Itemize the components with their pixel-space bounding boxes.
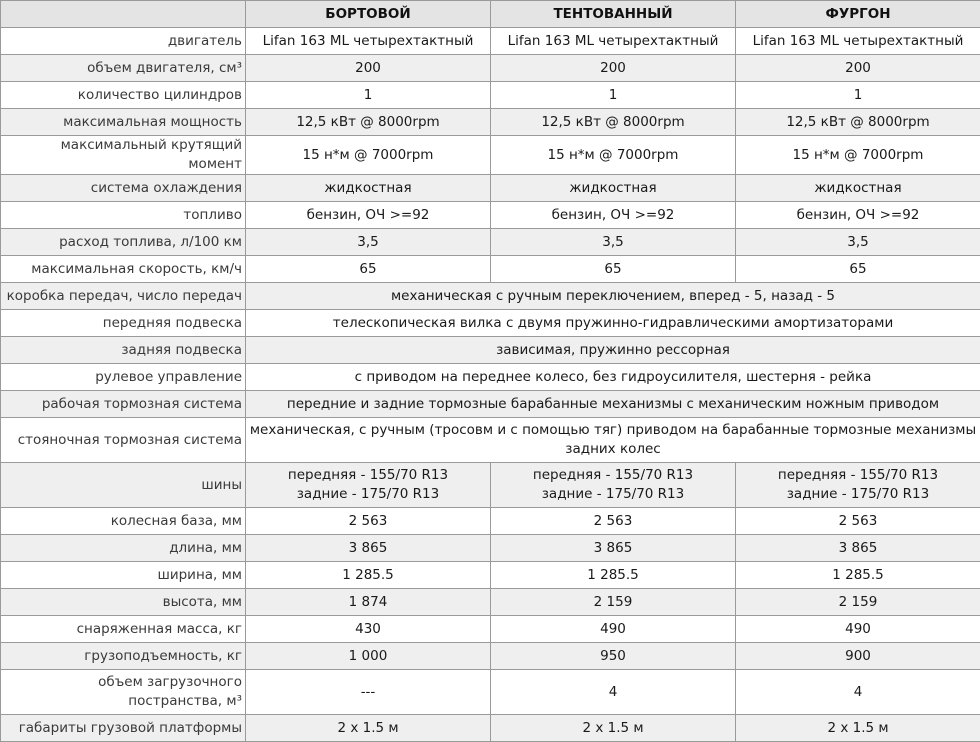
row-label: рулевое управление — [1, 364, 246, 391]
spec-row — [1, 229, 980, 256]
row-value: 4 — [491, 670, 736, 715]
row-value: 1 874 — [246, 589, 491, 616]
row-value: 2 х 1.5 м — [736, 715, 980, 742]
row-value: 2 х 1.5 м — [246, 715, 491, 742]
spec-row — [1, 391, 980, 418]
row-value-line: задние - 175/70 R13 — [493, 485, 733, 504]
row-label: задняя подвеска — [1, 337, 246, 364]
row-value: Lifan 163 ML четырехтактный — [246, 28, 491, 55]
row-value: 15 н*м @ 7000rpm — [491, 136, 736, 175]
row-value: 12,5 кВт @ 8000rpm — [736, 109, 980, 136]
spec-row — [1, 670, 980, 715]
row-value-line: передняя - 155/70 R13 — [493, 466, 733, 485]
row-label: грузоподъемность, кг — [1, 643, 246, 670]
row-value: 1 000 — [246, 643, 491, 670]
spec-row — [1, 82, 980, 109]
spec-body — [1, 28, 980, 742]
row-label: топливо — [1, 202, 246, 229]
row-value: 2 159 — [736, 589, 980, 616]
row-value-shared: передние и задние тормозные барабанные механизмы с механическим ножным приводом — [246, 391, 980, 418]
row-value: 490 — [491, 616, 736, 643]
spec-row — [1, 283, 980, 310]
row-label: стояночная тормозная система — [1, 418, 246, 463]
column-header-bortovoy: БОРТОВОЙ — [246, 1, 491, 28]
row-value: 490 — [736, 616, 980, 643]
row-value: 2 х 1.5 м — [491, 715, 736, 742]
spec-row — [1, 175, 980, 202]
row-value: 1 — [246, 82, 491, 109]
row-label: количество цилиндров — [1, 82, 246, 109]
row-label: максимальная скорость, км/ч — [1, 256, 246, 283]
row-label: максимальный крутящий момент — [1, 136, 246, 175]
spec-row — [1, 463, 980, 508]
row-label: объем загрузочного постранства, м³ — [1, 670, 246, 715]
spec-row — [1, 310, 980, 337]
row-value: 3 865 — [246, 535, 491, 562]
header-row — [1, 1, 980, 28]
spec-row — [1, 535, 980, 562]
spec-row — [1, 418, 980, 463]
row-value: 4 — [736, 670, 980, 715]
spec-row — [1, 337, 980, 364]
row-value: 65 — [246, 256, 491, 283]
row-value-shared: телескопическая вилка с двумя пружинно-гидравлическими амортизаторами — [246, 310, 980, 337]
spec-row — [1, 364, 980, 391]
spec-row — [1, 109, 980, 136]
row-label: шины — [1, 463, 246, 508]
column-header-furgon: ФУРГОН — [736, 1, 980, 28]
row-value: 15 н*м @ 7000rpm — [246, 136, 491, 175]
row-value: 1 — [491, 82, 736, 109]
row-value: 2 563 — [736, 508, 980, 535]
row-label: ширина, мм — [1, 562, 246, 589]
row-value: 2 159 — [491, 589, 736, 616]
spec-row — [1, 616, 980, 643]
row-value: 2 563 — [246, 508, 491, 535]
row-value: --- — [246, 670, 491, 715]
row-value: 12,5 кВт @ 8000rpm — [491, 109, 736, 136]
row-value: бензин, ОЧ >=92 — [736, 202, 980, 229]
row-value: жидкостная — [246, 175, 491, 202]
row-label: габариты грузовой платформы — [1, 715, 246, 742]
row-value: 3 865 — [491, 535, 736, 562]
row-label: высота, мм — [1, 589, 246, 616]
row-label: рабочая тормозная система — [1, 391, 246, 418]
row-value — [736, 463, 980, 508]
row-label: расход топлива, л/100 км — [1, 229, 246, 256]
spec-row — [1, 256, 980, 283]
row-label: коробка передач, число передач — [1, 283, 246, 310]
row-value-line: задние - 175/70 R13 — [248, 485, 488, 504]
row-value: 1 285.5 — [246, 562, 491, 589]
row-label: максимальная мощность — [1, 109, 246, 136]
row-value: Lifan 163 ML четырехтактный — [736, 28, 980, 55]
row-value-line: задние - 175/70 R13 — [738, 485, 978, 504]
row-value: 3,5 — [246, 229, 491, 256]
spec-row — [1, 508, 980, 535]
spec-row — [1, 55, 980, 82]
row-value: 200 — [491, 55, 736, 82]
row-value-shared: механическая, с ручным (тросовм и с помощью тяг) приводом на барабанные тормозные механизмы задних колес — [246, 418, 980, 463]
row-value: 2 563 — [491, 508, 736, 535]
row-value: 950 — [491, 643, 736, 670]
spec-row — [1, 643, 980, 670]
spec-row — [1, 28, 980, 55]
row-value: бензин, ОЧ >=92 — [491, 202, 736, 229]
row-value: жидкостная — [736, 175, 980, 202]
spec-row — [1, 202, 980, 229]
row-value — [491, 463, 736, 508]
row-label: колесная база, мм — [1, 508, 246, 535]
row-value: 65 — [736, 256, 980, 283]
row-value: 430 — [246, 616, 491, 643]
spec-row — [1, 136, 980, 175]
spec-row — [1, 562, 980, 589]
spec-row — [1, 715, 980, 742]
row-value: 3 865 — [736, 535, 980, 562]
row-label: система охлаждения — [1, 175, 246, 202]
row-value: 3,5 — [491, 229, 736, 256]
row-value-line: передняя - 155/70 R13 — [738, 466, 978, 485]
row-label: двигатель — [1, 28, 246, 55]
row-value-shared: с приводом на переднее колесо, без гидроусилителя, шестерня - рейка — [246, 364, 980, 391]
column-header-tentovanny: ТЕНТОВАННЫЙ — [491, 1, 736, 28]
row-label: объем двигателя, см³ — [1, 55, 246, 82]
row-value: 1 — [736, 82, 980, 109]
row-label: длина, мм — [1, 535, 246, 562]
row-value-shared: зависимая, пружинно рессорная — [246, 337, 980, 364]
row-value: 65 — [491, 256, 736, 283]
row-value — [246, 463, 491, 508]
row-value: 12,5 кВт @ 8000rpm — [246, 109, 491, 136]
row-label: снаряженная масса, кг — [1, 616, 246, 643]
row-value-line: передняя - 155/70 R13 — [248, 466, 488, 485]
row-value: 200 — [246, 55, 491, 82]
row-value: 200 — [736, 55, 980, 82]
spec-row — [1, 589, 980, 616]
row-value: бензин, ОЧ >=92 — [246, 202, 491, 229]
row-value: 1 285.5 — [491, 562, 736, 589]
row-value: 1 285.5 — [736, 562, 980, 589]
row-value-shared: механическая с ручным переключением, вперед - 5, назад - 5 — [246, 283, 980, 310]
row-value: 900 — [736, 643, 980, 670]
row-label: передняя подвеска — [1, 310, 246, 337]
row-value: жидкостная — [491, 175, 736, 202]
row-value: Lifan 163 ML четырехтактный — [491, 28, 736, 55]
header-corner — [1, 1, 246, 28]
row-value: 15 н*м @ 7000rpm — [736, 136, 980, 175]
row-value: 3,5 — [736, 229, 980, 256]
